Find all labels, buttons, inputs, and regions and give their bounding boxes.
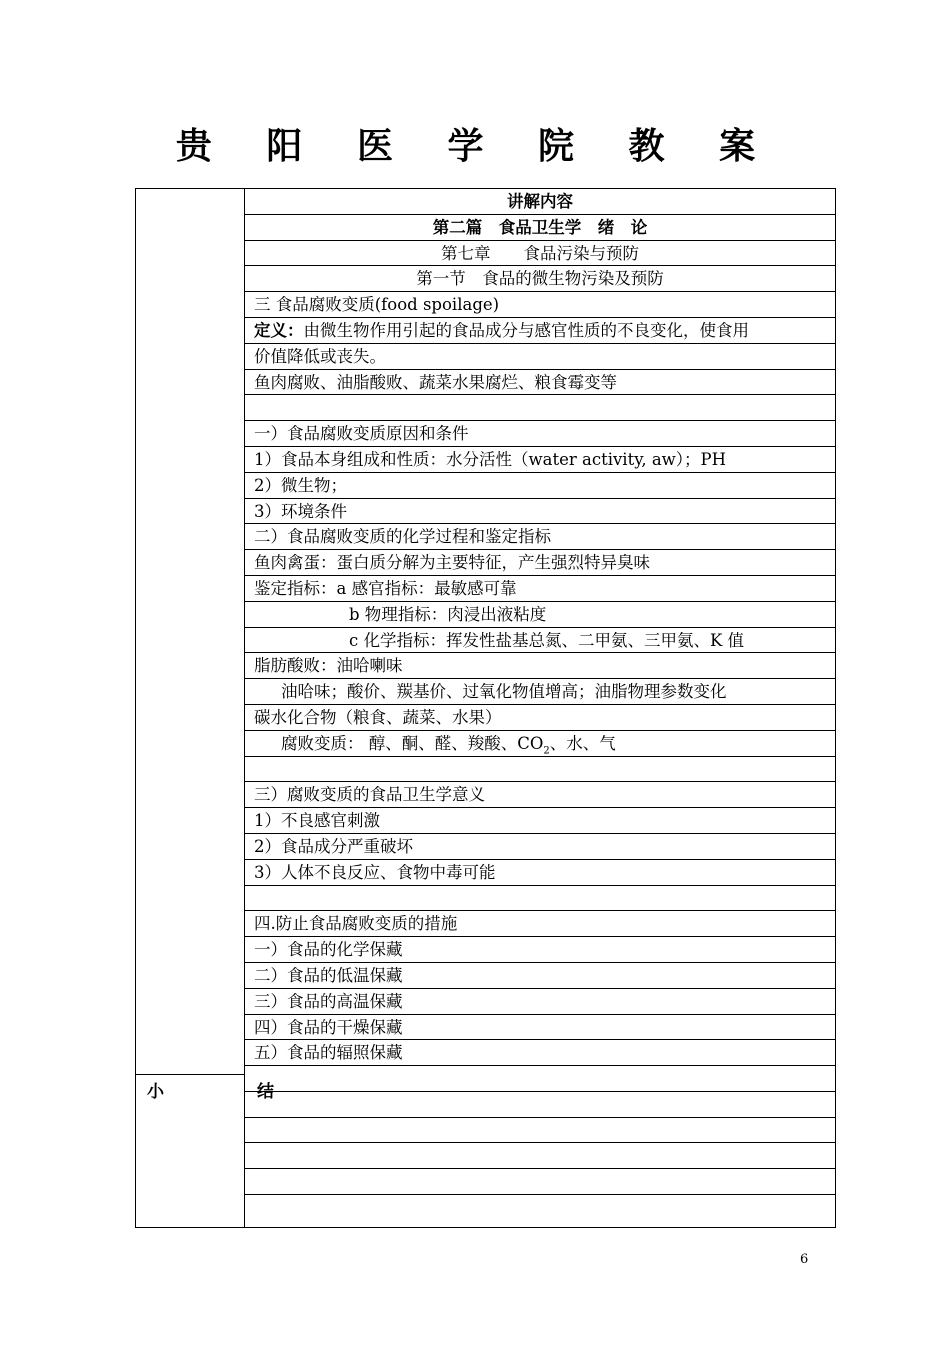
examples-line: 鱼肉腐败、油脂酸败、蔬菜水果腐烂、粮食霉变等 [245, 370, 835, 396]
prevention-5: 五）食品的辐照保藏 [245, 1040, 835, 1066]
summary-divider [136, 1074, 245, 1075]
fat-indicators: 油哈味；酸价、羰基价、过氧化物值增高；油脂物理参数变化 [245, 679, 835, 705]
topic-heading: 三 食品腐败变质(food spoilage) [245, 292, 835, 318]
summary-row [245, 1092, 835, 1118]
blank-row [245, 757, 835, 783]
blank-row [245, 395, 835, 421]
indicator-c: c 化学指标：挥发性盐基总氮、二甲氨、三甲氨、K 值 [245, 628, 835, 654]
summary-row [245, 1143, 835, 1169]
section-title: 第一节 食品的微生物污染及预防 [245, 266, 835, 292]
causes-heading: 一）食品腐败变质原因和条件 [245, 421, 835, 447]
indicator-a: 鉴定指标：a 感官指标：最敏感可靠 [245, 576, 835, 602]
chemistry-heading: 二）食品腐败变质的化学过程和鉴定指标 [245, 524, 835, 550]
prevention-heading: 四.防止食品腐败变质的措施 [245, 911, 835, 937]
definition-text: 由微生物作用引起的食品成分与感官性质的不良变化，使食用 [303, 320, 749, 340]
definition-continued: 价值降低或丧失。 [245, 344, 835, 370]
significance-2: 2）食品成分严重破坏 [245, 834, 835, 860]
summary-row [245, 1195, 835, 1221]
significance-heading: 三）腐败变质的食品卫生学意义 [245, 782, 835, 808]
spoilage-products-a: 腐败变质： 醇、酮、醛、羧酸、CO [281, 733, 544, 753]
part-title: 第二篇 食品卫生学 绪 论 [245, 215, 835, 241]
page-number: 6 [800, 1252, 809, 1267]
summary-row [245, 1118, 835, 1144]
definition-label: 定义： [254, 320, 304, 340]
cause-1: 1）食品本身组成和性质：水分活性（water activity, aw）；PH [245, 447, 835, 473]
carbohydrate-line: 碳水化合物（粮食、蔬菜、水果） [245, 705, 835, 731]
spoilage-products-b: 、水、气 [549, 733, 616, 753]
cause-3: 3）环境条件 [245, 499, 835, 525]
co2-subscript: 2 [543, 745, 550, 757]
indicator-b: b 物理指标：肉浸出液粘度 [245, 602, 835, 628]
prevention-3: 三）食品的高温保藏 [245, 989, 835, 1015]
fat-rancidity: 脂肪酸败：油哈喇味 [245, 653, 835, 679]
summary-row [245, 1066, 835, 1092]
lesson-plan-table [135, 188, 836, 1228]
summary-label: 小 结 [147, 1082, 312, 1102]
prevention-2: 二）食品的低温保藏 [245, 963, 835, 989]
spoilage-products [245, 731, 835, 757]
significance-1: 1）不良感官刺激 [245, 808, 835, 834]
significance-3: 3）人体不良反应、食物中毒可能 [245, 860, 835, 886]
content-label: 讲解内容 [245, 189, 835, 215]
chapter-title: 第七章 食品污染与预防 [245, 241, 835, 267]
left-column [136, 189, 245, 1227]
page-title: 贵 阳 医 学 院 教 案 [175, 125, 777, 167]
blank-row [245, 886, 835, 912]
cause-2: 2）微生物； [245, 473, 835, 499]
content-rows [245, 189, 835, 1221]
protein-line: 鱼肉禽蛋：蛋白质分解为主要特征，产生强烈特异臭味 [245, 550, 835, 576]
definition-line [245, 318, 835, 344]
prevention-4: 四）食品的干燥保藏 [245, 1015, 835, 1041]
prevention-1: 一）食品的化学保藏 [245, 937, 835, 963]
summary-row [245, 1169, 835, 1195]
